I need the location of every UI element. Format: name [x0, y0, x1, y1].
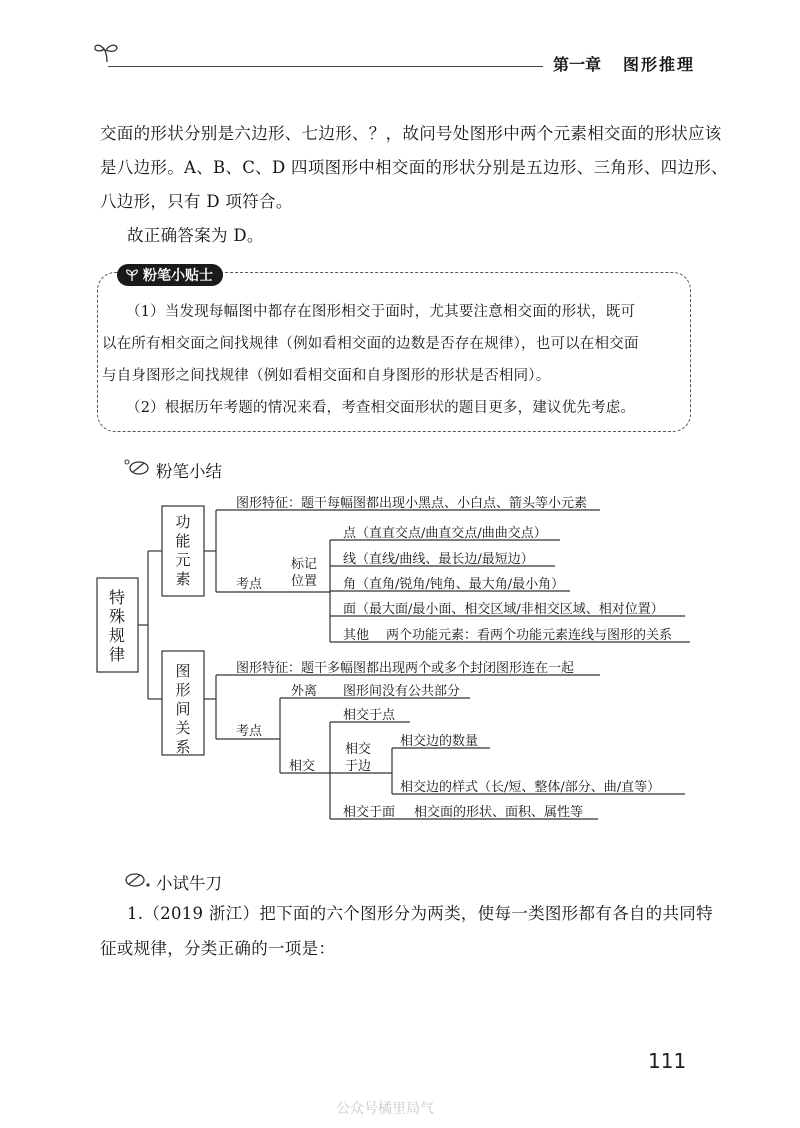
paragraph-line: 是八边形。A、B、C、D 四项图形中相交面的形状分别是五边形、三角形、四边形、: [100, 158, 728, 177]
question-line: 征或规律，分类正确的一项是：: [100, 939, 336, 958]
b1-feature: 图形特征：题干每幅图都出现小黑点、小白点、箭头等小元素: [236, 496, 588, 511]
b2-wail: 外离: [291, 684, 318, 699]
paragraph-line: 八边形，只有 D 项符合。: [100, 192, 293, 211]
b2-bian-count: 相交边的数量: [400, 734, 479, 749]
practice-title: 小试牛刀: [156, 874, 222, 893]
b2-xiangjiao: 相交: [289, 759, 316, 774]
sprout-icon: [125, 268, 139, 282]
b1-jiao: 角（直角/锐角/钝角、最大角/最小角）: [343, 577, 565, 592]
mindmap-branch-function-elements: 功能元素: [175, 513, 191, 588]
b2-wail-desc: 图形间没有公共部分: [343, 684, 461, 699]
answer-line: 故正确答案为 D。: [127, 226, 264, 245]
b1-dian: 点（直直交点/曲直交点/曲曲交点）: [343, 526, 547, 541]
b2-kaodian: 考点: [236, 724, 263, 739]
page-header: [0, 0, 800, 80]
tip-badge: [117, 264, 223, 286]
header-chapter: 第一章: [553, 55, 602, 74]
header-title: 图形推理: [623, 55, 696, 74]
page-number: 111: [648, 1049, 687, 1073]
header-rule: [108, 66, 543, 67]
paragraph-line: 交面的形状分别是六边形、七边形、？，故问号处图形中两个元素相交面的形状应该: [100, 124, 722, 143]
tip-line: （1）当发现每幅图中都存在图形相交于面时，尤其要注意相交面的形状，既可: [126, 304, 636, 320]
b1-kaodian: 考点: [236, 577, 263, 592]
tip-badge-label: 粉笔小贴士: [143, 268, 213, 284]
b2-mian-desc: 相交面的形状、面积、属性等: [414, 805, 584, 820]
b2-xj-mian: 相交于面: [343, 805, 396, 820]
b1-mian: 面（最大面/最小面、相交区域/非相交区域、相对位置）: [343, 602, 664, 617]
b1-qita: 其他: [343, 628, 370, 643]
b2-xj-bian: 相交于边: [345, 742, 372, 774]
tip-line: 以在所有相交面之间找规律（例如看相交面的边数是否存在规律），也可以在相交面: [102, 336, 639, 352]
pencil-icon: [124, 458, 150, 476]
b2-feature: 图形特征：题干多幅图都出现两个或多个封闭图形连在一起: [236, 661, 575, 676]
tip-line: 与自身图形之间找规律（例如看相交面和自身图形的形状是否相同）。: [102, 368, 551, 384]
question-line: 1.（2019 浙江）把下面的六个图形分为两类，使每一类图形都有各自的共同特: [127, 904, 713, 923]
mind-map: [0, 480, 800, 840]
mindmap-branch-figure-relations: 图形间关系: [175, 662, 191, 756]
summary-title: 粉笔小结: [156, 462, 222, 481]
tip-line: （2）根据历年考题的情况来看，考查相交面形状的题目更多，建议优先考虑。: [126, 400, 636, 416]
b1-mark-position: 标记位置: [291, 557, 318, 589]
watermark: 公众号橘里局气: [336, 1101, 434, 1117]
pencil-icon: [124, 870, 152, 888]
b1-qita-desc: 两个功能元素：看两个功能元素连线与图形的关系: [386, 628, 673, 643]
b1-xian: 线（直线/曲线、最长边/最短边）: [343, 552, 534, 567]
b2-bian-style: 相交边的样式（长/短、整体/部分、曲/直等）: [400, 780, 661, 795]
mindmap-root: 特殊规律: [108, 588, 125, 664]
b2-xj-dian: 相交于点: [343, 708, 396, 723]
